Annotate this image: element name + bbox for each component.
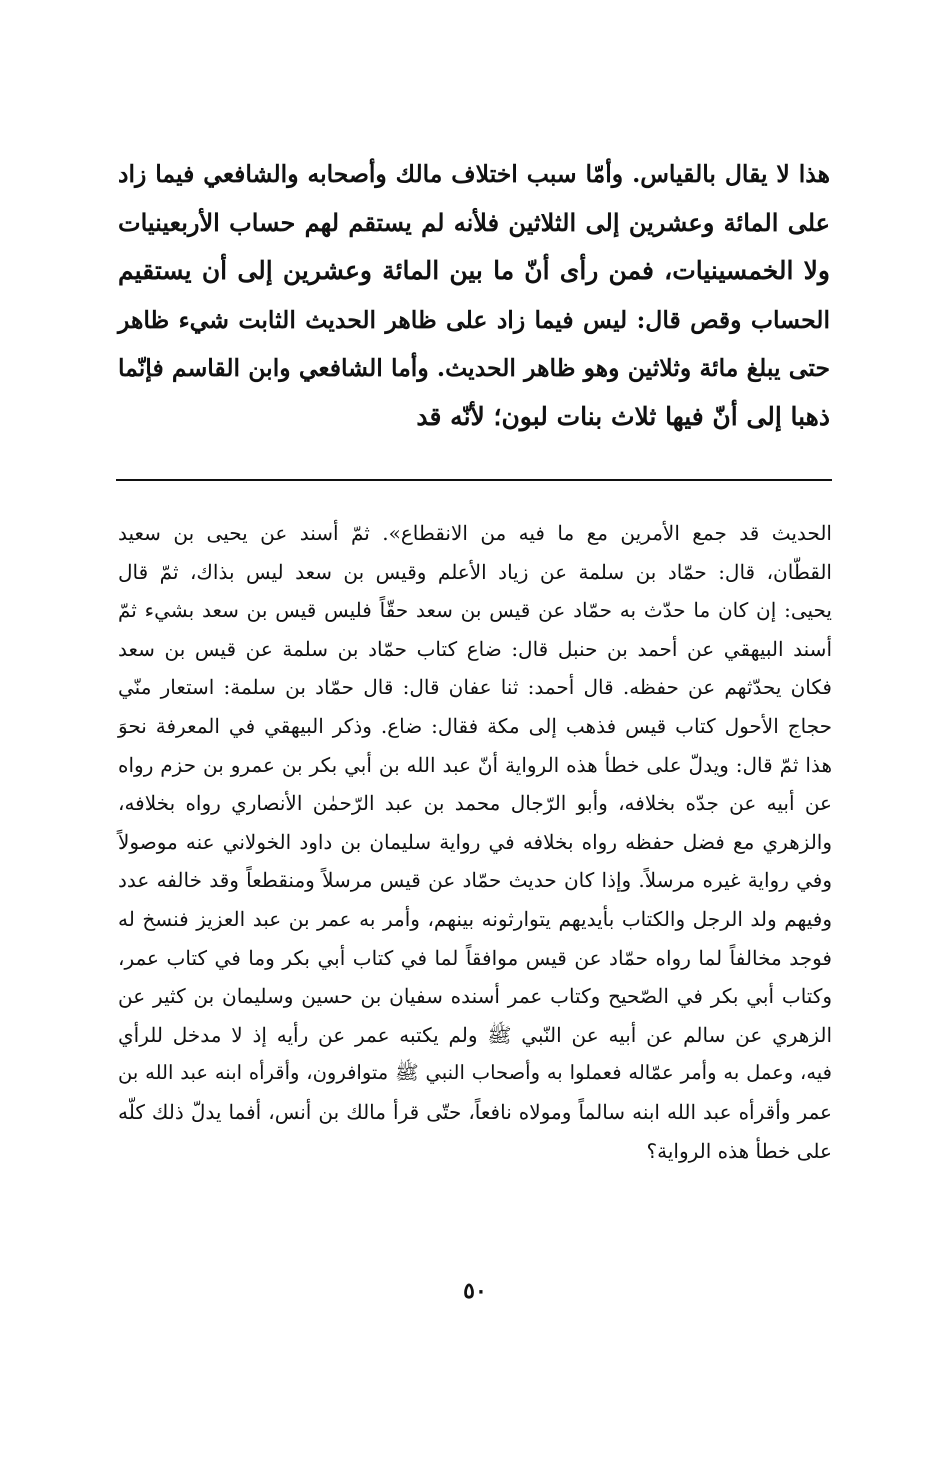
footnote-line: الزهري عن سالم عن أبيه عن النّبي ﷺ ولم يكتبه عمر عن رأيه إذ لا مدخل للرأي (118, 1022, 832, 1047)
footnote-line: هذا ثمّ قال: ويدلّ على خطأ هذه الرواية أنّ عبد الله بن أبي بكر بن عمرو بن حزم رواه (118, 752, 832, 777)
footnote-line: والزهري مع فضل حفظه رواه بخلافه في رواية سليمان بن داود الخولاني عنه موصولاً (118, 829, 832, 854)
footnote-line: الحديث قد جمع الأمرين مع ما فيه من الانقطاع». ثمّ أسند عن يحيى بن سعيد (118, 521, 832, 545)
main-text-line: ولا الخمسينيات، فمن رأى أنّ ما بين المائة وعشرين إلى أن يستقيم (118, 256, 830, 285)
footnote-line: القطّان، قال: حمّاد بن سلمة عن زياد الأعلم وقيس بن سعد ليس بذاك، ثمّ قال (118, 559, 832, 584)
page-number: ٥٠ (463, 1278, 487, 1304)
footnote-line: عمر وأقرأه عبد الله ابنه سالماً ومولاه نافعاً، حتّى قرأ مالك بن أنس، أفما يدلّ ذلك كلّه (118, 1099, 832, 1124)
footnote-line: فوجد مخالفاً لما رواه حمّاد عن قيس موافقاً لما في كتاب أبي بكر وما في كتاب عمر، (118, 945, 832, 970)
footnote-separator (116, 479, 832, 481)
footnote-line: يحيى: إن كان ما حدّث به حمّاد عن قيس بن سعد حقّاً فليس قيس بن سعد بشيء ثمّ (118, 598, 832, 623)
footnote-block (118, 514, 832, 1170)
main-text-line: على المائة وعشرين إلى الثلاثين فلأنه لم يستقم لهم حساب الأربعينيات (118, 207, 830, 237)
footnote-line: أسند البيهقي عن أحمد بن حنبل قال: ضاع كتاب حمّاد بن سلمة عن قيس بن سعد (118, 636, 832, 661)
main-text-line: هذا لا يقال بالقياس. وأمّا سبب اختلاف مالك وأصحابه والشافعي فيما زاد (118, 160, 830, 188)
footnote-line: فيه، وعمل به وأمر عمّاله فعملوا به وأصحاب النبي ﷺ متوافرون، وأقرأه ابنه عبد الله بن (118, 1061, 832, 1085)
main-text-line: حتى يبلغ مائة وثلاثين وهو ظاهر الحديث. وأما الشافعي وابن القاسم فإنّما (118, 354, 830, 382)
footnote-line: وفيهم ولد الرجل والكتاب بأيديهم يتوارثونه بينهم، وأمر به عمر بن عبد العزيز فنسخ له (118, 906, 832, 931)
main-text-line: ذهبا إلى أنّ فيها ثلاث بنات لبون؛ لأنّه قد (416, 401, 830, 431)
footnote-line: عن أبيه عن جدّه بخلافه، وأبو الرّجال محمد بن عبد الرّحمٰن الأنصاري رواه بخلافه، (118, 791, 832, 816)
footnote-line: فكان يحدّثهم عن حفظه. قال أحمد: ثنا عفان قال: قال حمّاد بن سلمة: استعار منّي (118, 675, 832, 700)
footnote-line: على خطأ هذه الرواية؟ (646, 1138, 832, 1163)
footnote-line: حجاج الأحول كتاب قيس فذهب إلى مكة فقال: ضاع. وذكر البيهقي في المعرفة نحوَ (118, 713, 832, 738)
footnote-line: وفي رواية غيره مرسلاً. وإذا كان حديث حمّاد عن قيس مرسلاً ومنقطعاً وقد خالفه عدد (118, 868, 832, 893)
main-text-block (118, 150, 830, 441)
main-text-line: الحساب وقص قال: ليس فيما زاد على ظاهر الحديث الثابت شيء ظاهر (118, 305, 830, 334)
footnote-line: وكتاب أبي بكر في الصّحيح وكتاب عمر أسنده سفيان بن حسين وسليمان بن كثير عن (118, 984, 832, 1009)
